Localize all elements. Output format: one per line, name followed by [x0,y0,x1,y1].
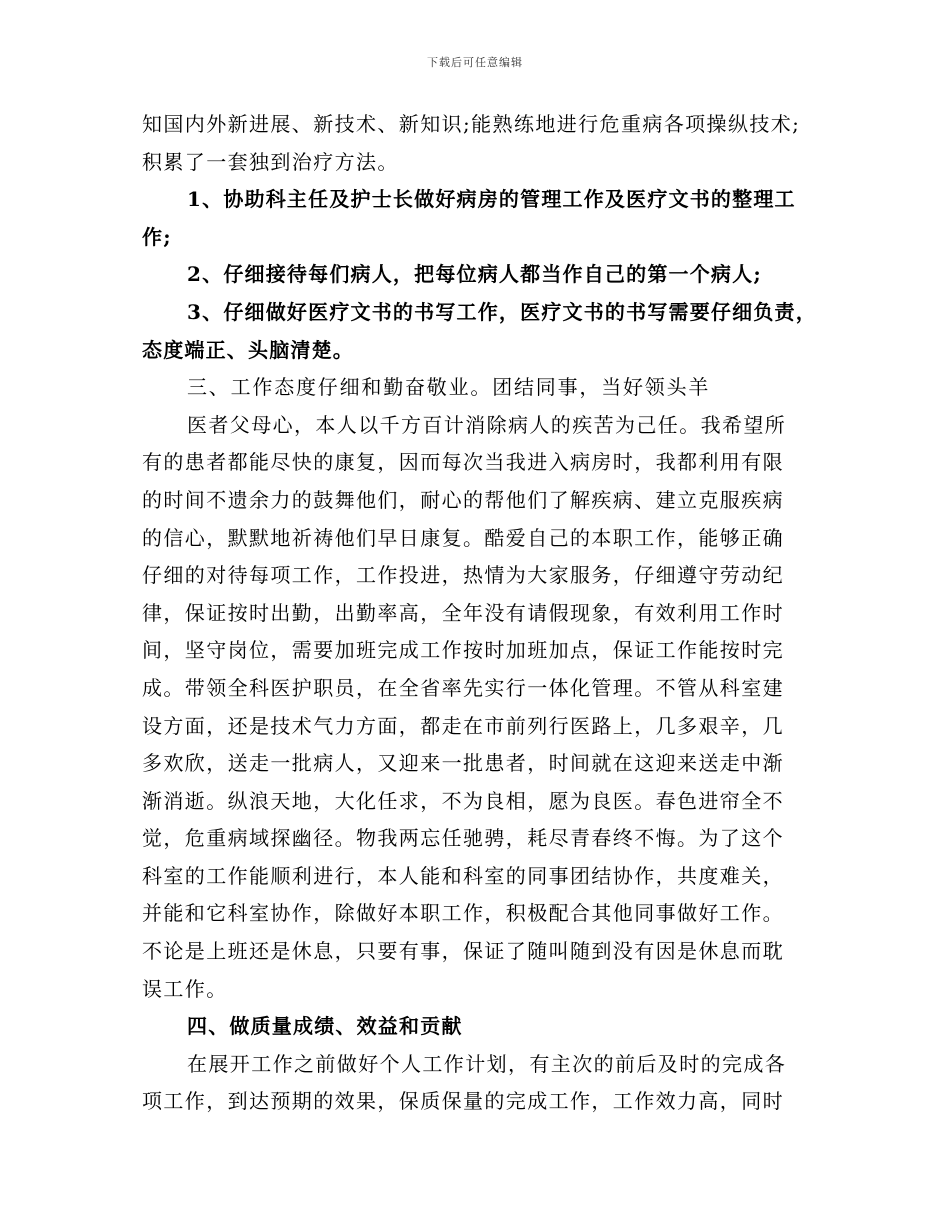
text-line: 并能和它科室协作，除做好本职工作，积极配合其他同事做好工作。 [142,901,784,926]
numbered-item-2: 2、仔细接待每们病人，把每位病人都当作自己的第一个病人; [187,262,762,287]
text-line: 的信心，默默地祈祷他们早日康复。酷爱自己的本职工作，能够正确 [142,525,784,550]
text-line: 多欢欣，送走一批病人，又迎来一批患者，时间就在这迎来送走中渐 [142,751,784,776]
document-body [142,106,817,1121]
text-line: 觉，危重病域探幽径。物我两忘任驰骋，耗尽青春终不悔。为了这个 [142,826,784,851]
section-heading-4: 四、做质量成绩、效益和贡献 [187,1014,463,1039]
text-line: 有的患者都能尽快的康复，因而每次当我进入病房时，我都利用有限 [142,450,784,475]
text-line: 间，坚守岗位，需要加班完成工作按时加班加点，保证工作能按时完 [142,638,784,663]
text-line: 成。带领全科医护职员，在全省率先实行一体化管理。不管从科室建 [142,675,784,700]
text-line: 积累了一套独到治疗方法。 [142,149,399,174]
page-header: 下载后可任意编辑 [427,56,523,69]
section-heading-3: 三、工作态度仔细和勤奋敬业。团结同事，当好领头羊 [187,375,711,400]
text-line: 设方面，还是技术气力方面，都走在市前列行医路上，几多艰辛，几 [142,713,784,738]
text-line: 的时间不遗余力的鼓舞他们，耐心的帮他们了解疾病、建立克服疾病 [142,487,784,512]
numbered-item-3-continuation: 态度端正、头脑清楚。 [142,337,354,362]
text-line: 仔细的对待每项工作，工作投进，热情为大家服务，仔细遵守劳动纪 [142,563,784,588]
numbered-item-1-continuation: 作; [142,224,172,249]
text-line: 误工作。 [142,976,228,1001]
text-line: 律，保证按时出勤，出勤率高，全年没有请假现象，有效利用工作时 [142,600,784,625]
numbered-item-1: 1、协助科主任及护士长做好病房的管理工作及医疗文书的整理工 [187,187,796,212]
text-line: 项工作，到达预期的效果，保质保量的完成工作，工作效力高，同时 [142,1089,784,1114]
paragraph-start: 医者父母心，本人以千方百计消除病人的疾苦为己任。我希望所 [187,412,787,437]
numbered-item-3: 3、仔细做好医疗文书的书写工作，医疗文书的书写需要仔细负责， [187,299,817,324]
text-line: 不论是上班还是休息，只要有事，保证了随叫随到没有因是休息而耽 [142,939,784,964]
paragraph-start: 在展开工作之前做好个人工作计划，有主次的前后及时的完成各 [187,1051,787,1076]
text-line: 渐消逝。纵浪天地，大化任求，不为良相，愿为良医。春色进帘全不 [142,788,784,813]
text-line: 科室的工作能顺利进行，本人能和科室的同事团结协作，共度难关， [142,863,784,888]
text-line: 知国内外新进展、新技术、新知识;能熟练地进行危重病各项操纵技术; [142,112,801,136]
